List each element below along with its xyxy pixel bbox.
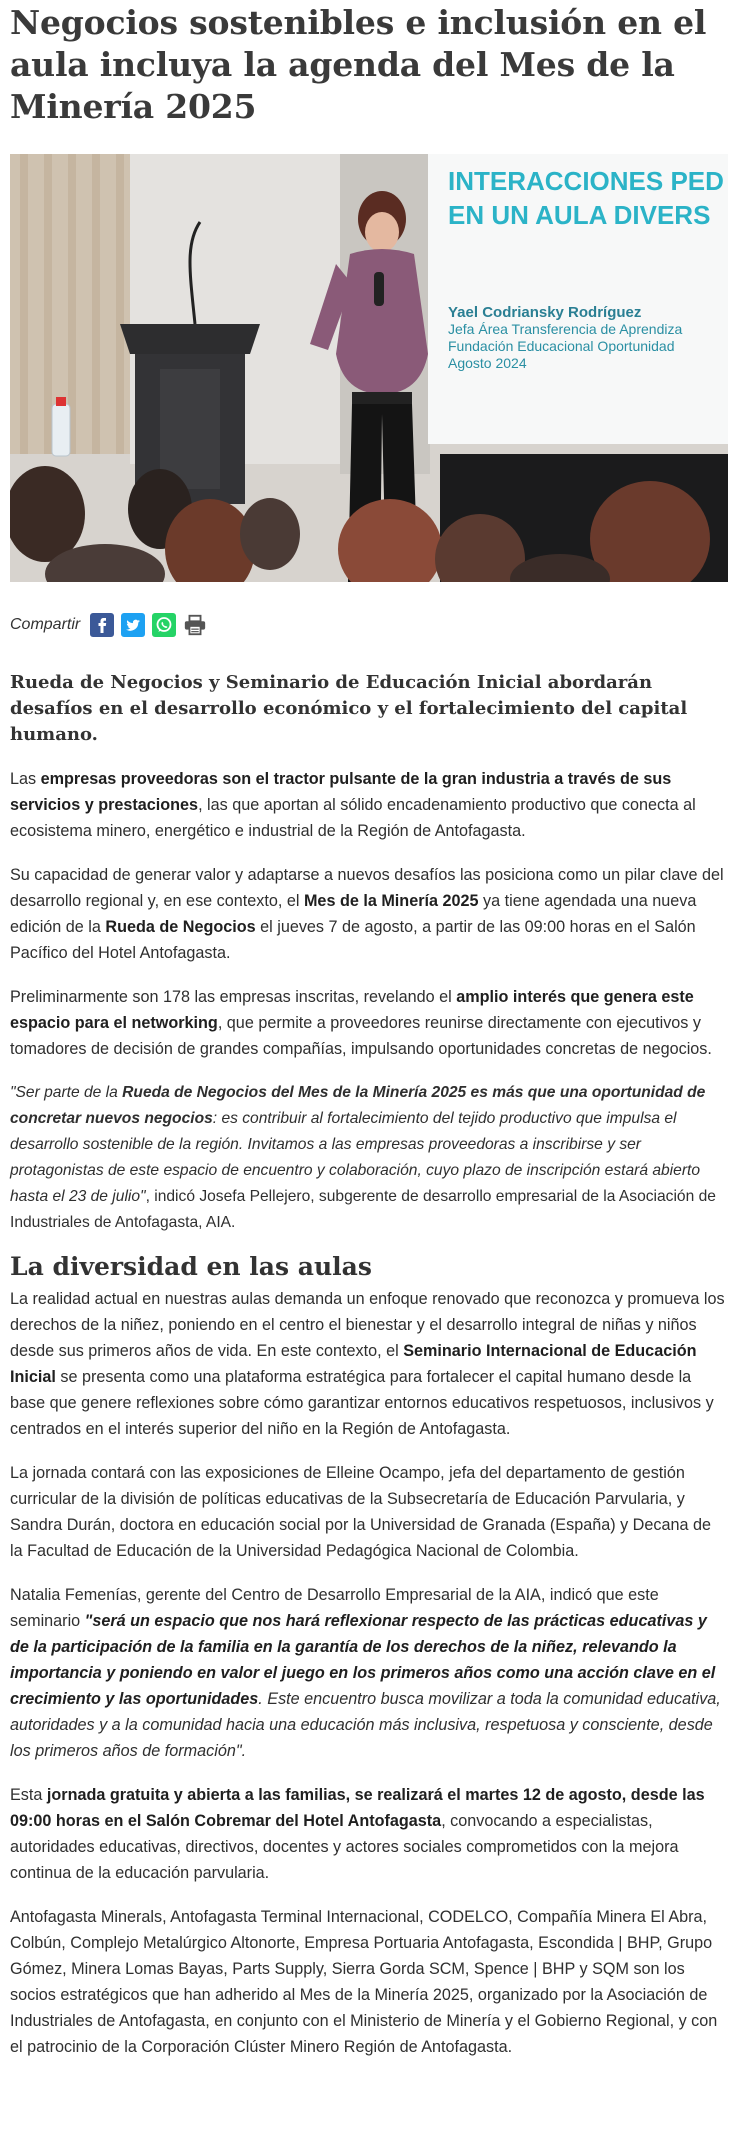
twitter-share-button[interactable] <box>121 613 145 637</box>
print-icon <box>183 613 207 637</box>
facebook-icon <box>90 613 114 637</box>
slide-credits <box>448 304 682 372</box>
section-heading-diversidad: La diversidad en las aulas <box>10 1252 372 1281</box>
whatsapp-share-button[interactable] <box>152 613 176 637</box>
article-lede: Rueda de Negocios y Seminario de Educación Inicial abordarán desafíos en el desarrollo económico y el fortalecimiento del capital humano. <box>10 672 688 745</box>
slide-title-line1: INTERACCIONES PED <box>448 166 724 196</box>
slide-speaker-role: Jefa Área Transferencia de Aprendiza <box>448 321 683 337</box>
paragraph-8: Antofagasta Minerals, Antofagasta Terminal Internacional, CODELCO, Compañía Minera El Abra, Colbún, Complejo Metalúrgico Altonorte, Empresa Portuaria Antofagasta, Escondida | BHP, Grupo Gómez, Minera Lomas Bayas, Parts Supply, Sierra Gorda SCM, Spence | BHP y SQM son los socios estratégicos que han adherido al Mes de la Minería 2025, organizado por la Asociación de Industriales de Antofagasta, en conjunto con el Ministerio de Minería y el Gobierno Regional, y con el patrocinio de la Corporación Clúster Minero Región de Antofagasta. <box>10 1908 718 2056</box>
paragraph-1: Las empresas proveedoras son el tractor pulsante de la gran industria a través de sus servicios y prestaciones, las que aportan al sólido encadenamiento productivo que conecta al ecosistema minero, energético e industrial de la Región de Antofagasta. <box>10 770 696 840</box>
share-label: Compartir <box>10 616 81 633</box>
twitter-icon <box>121 613 145 637</box>
paragraph-2: Su capacidad de generar valor y adaptarse a nuevos desafíos las posiciona como un pilar clave del desarrollo regional y, en ese contexto, el Mes de la Minería 2025 ya tiene agendada una nueva edición de la Rueda de Negocios el jueves 7 de agosto, a partir de las 09:00 horas en el Salón Pacífico del Hotel Antofagasta. <box>10 866 724 962</box>
slide-title-line2: EN UN AULA DIVERS <box>448 200 711 230</box>
article-title: Negocios sostenibles e inclusión en el aula incluya la agenda del Mes de la Minería 2025 <box>10 3 707 126</box>
paragraph-3: Preliminarmente son 178 las empresas inscritas, revelando el amplio interés que genera este espacio para el networking, que permite a proveedores reunirse directamente con ejecutivos y tomadores de decisión de grandes compañías, impulsando oportunidades concretas de negocios. <box>10 988 712 1058</box>
print-button[interactable] <box>183 613 207 637</box>
slide-speaker-name: Yael Codriansky Rodríguez <box>448 304 642 321</box>
slide-speaker-org: Fundación Educacional Oportunidad <box>448 338 675 354</box>
paragraph-5: La jornada contará con las exposiciones de Elleine Ocampo, jefa del departamento de gestión curricular de la división de políticas educativas de la Subsecretaría de Educación Parvularia, y Sandra Durán, doctora en educación social por la Universidad de Granada (España) y Decana de la Facultad de Educación de la Universidad Pedagógica Nacional de Colombia. <box>10 1464 711 1560</box>
article-photo <box>10 154 728 582</box>
quote-josefa-pellejero: "Ser parte de la Rueda de Negocios del Mes de la Minería 2025 es más que una oportunidad de concretar nuevos negocios: es contribuir al fortalecimiento del tejido productivo que impulsa el desarrollo sostenible de la región. Invitamos a las empresas proveedoras a inscribirse y ser protagonistas de este espacio de encuentro y colaboración, cuyo plazo de inscripción estará abierto hasta el 23 de julio", indicó Josefa Pellejero, subgerente de desarrollo empresarial de la Asociación de Industriales de Antofagasta, AIA. <box>10 1084 716 1231</box>
paragraph-6: Natalia Femenías, gerente del Centro de Desarrollo Empresarial de la AIA, indicó que este seminario "será un espacio que nos hará reflexionar respecto de las prácticas educativas y de la participación de la familia en la garantía de los derechos de la niñez, relevando la importancia y poniendo en valor el juego en los primeros años como una acción clave en el crecimiento y las oportunidades. Este encuentro busca movilizar a toda la comunidad educativa, autoridades y a la comunidad hacia una educación más inclusiva, respetuosa y consciente, desde los primeros años de formación". <box>10 1586 721 1760</box>
facebook-share-button[interactable] <box>90 613 114 637</box>
paragraph-4: La realidad actual en nuestras aulas demanda un enfoque renovado que reconozca y promueva los derechos de la niñez, poniendo en el centro el bienestar y el desarrollo integral de niñas y niños desde sus primeros años de vida. En este contexto, el Seminario Internacional de Educación Inicial se presenta como una plataforma estratégica para fortalecer el capital humano desde la base que genere reflexiones sobre cómo garantizar entornos educativos respetuosos, inclusivos y centrados en el interés superior del niño en la Región de Antofagasta. <box>10 1290 725 1438</box>
share-bar <box>10 610 728 640</box>
whatsapp-icon <box>152 613 176 637</box>
slide-date: Agosto 2024 <box>448 355 527 371</box>
paragraph-7: Esta jornada gratuita y abierta a las familias, se realizará el martes 12 de agosto, desde las 09:00 horas en el Salón Cobremar del Hotel Antofagasta, convocando a especialistas, autoridades educativas, directivos, docentes y actores sociales comprometidos con la mejora continua de la educación parvularia. <box>10 1786 705 1882</box>
slide-title <box>448 164 724 232</box>
